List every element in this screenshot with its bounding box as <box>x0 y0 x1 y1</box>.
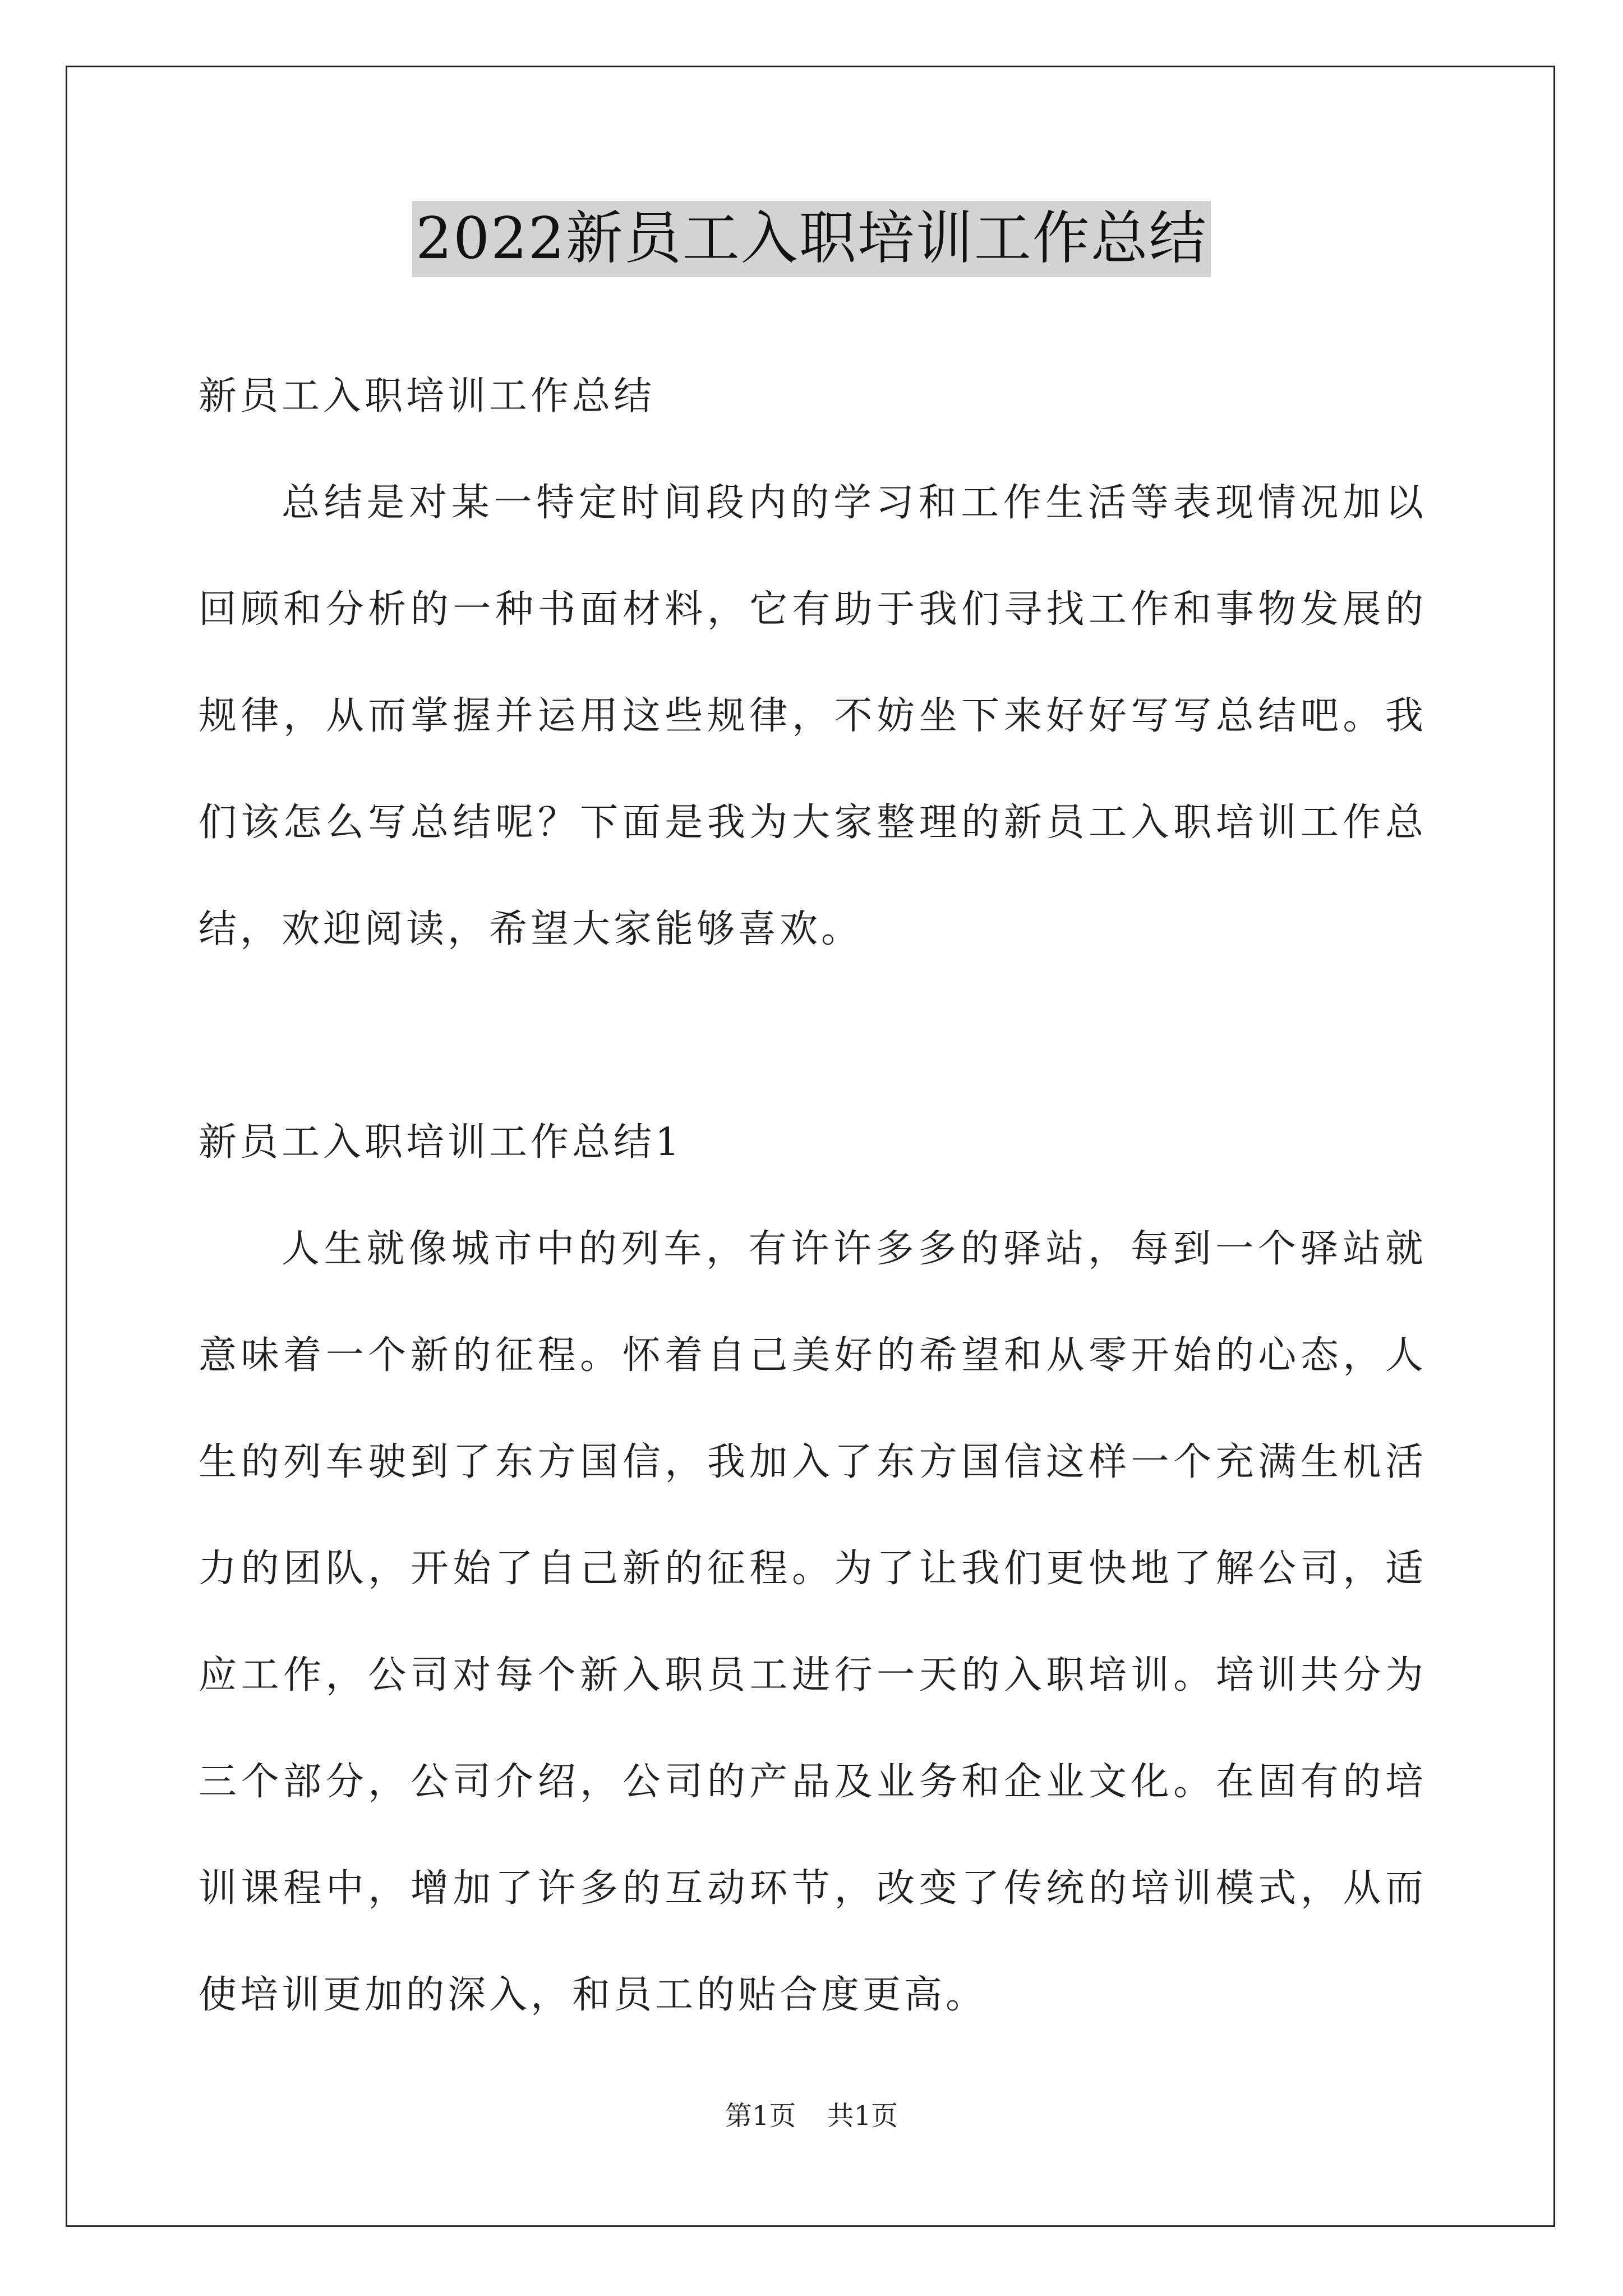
document-body <box>199 343 1427 2049</box>
page-number-current: 第1页 <box>725 2100 796 2132</box>
intro-paragraph: 总结是对某一特定时间段内的学习和工作生活等表现情况加以回顾和分析的一种书面材料，它有助于我们寻找工作和事物发展的规律，从而掌握并运用这些规律，不妨坐下来好好写写总结吧。我们该怎么写总结呢？下面是我为大家整理的新员工入职培训工作总结，欢迎阅读，希望大家能够喜欢。 <box>199 481 1427 951</box>
document-subtitle: 新员工入职培训工作总结 <box>199 374 656 418</box>
document-title: 2022新员工入职培训工作总结 <box>412 201 1211 277</box>
section-1-paragraph: 人生就像城市中的列车，有许许多多的驿站，每到一个驿站就意味着一个新的征程。怀着自己美好的希望和从零开始的心态，人生的列车驶到了东方国信，我加入了东方国信这样一个充满生机活力的团队，开始了自己新的征程。为了让我们更快地了解公司，适应工作，公司对每个新入职员工进行一天的入职培训。培训共分为三个部分，公司介绍，公司的产品及业务和企业文化。在固有的培训课程中，增加了许多的互动环节，改变了传统的培训模式，从而使培训更加的深入，和员工的贴合度更高。 <box>199 1227 1427 2017</box>
page-footer <box>0 2099 1623 2133</box>
section-spacer <box>199 983 1427 1089</box>
section-1-heading: 新员工入职培训工作总结1 <box>199 1120 683 1165</box>
page-number-total: 共1页 <box>827 2100 898 2132</box>
title-container <box>0 201 1623 277</box>
